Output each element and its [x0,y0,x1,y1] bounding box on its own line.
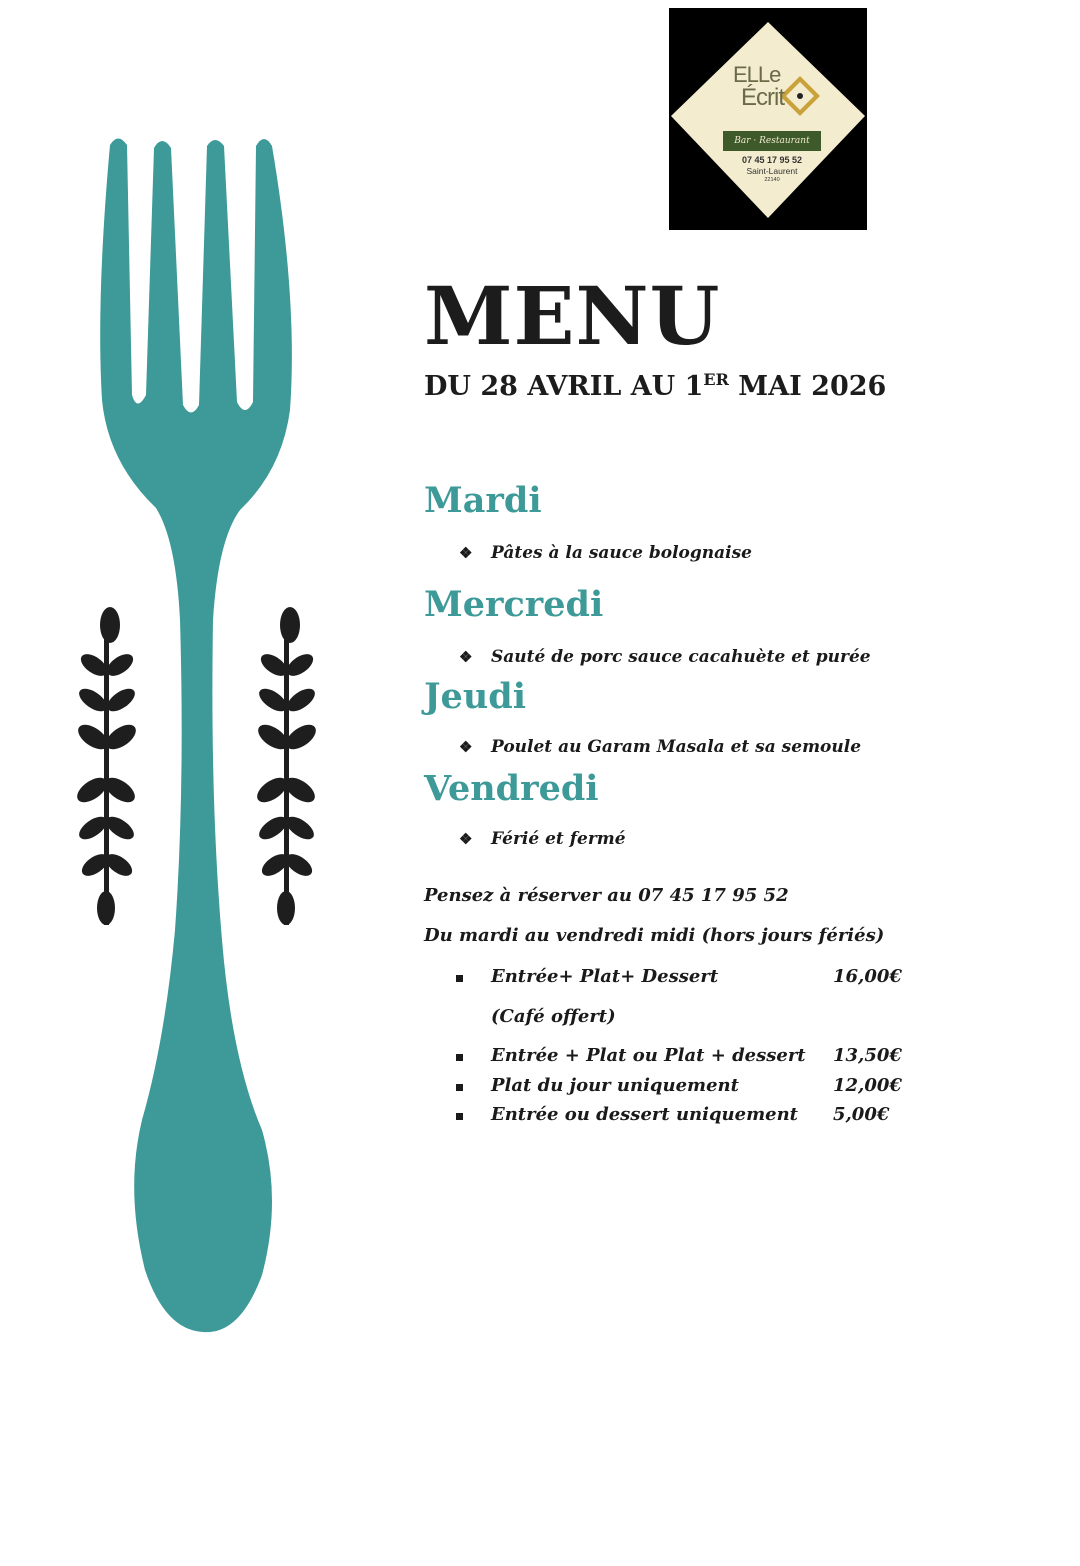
coffee-note: (Café offert) [491,1006,616,1027]
logo-band: Bar · Restaurant [723,131,821,151]
logo-city: Saint-Laurent [746,166,798,176]
restaurant-logo [669,8,867,230]
dish-mardi [459,543,752,563]
price-label: Entrée ou dessert uniquement [491,1104,798,1125]
menu-title: MENU [424,269,721,363]
menu-dates [424,370,886,402]
price-value: 12,00€ [833,1075,902,1096]
price-value: 13,50€ [833,1045,902,1066]
logo-diamond [669,8,867,230]
price-row [456,1075,916,1103]
price-label: Entrée+ Plat+ Dessert [491,966,719,987]
dish-vendredi [459,829,626,849]
diamond-bullet-icon: ❖ [459,648,473,666]
dish-text: Poulet au Garam Masala et sa semoule [491,737,862,757]
logo-name-line1: ELLe [733,62,781,87]
service-period: Du mardi au vendredi midi (hors jours fériés) [424,925,885,946]
logo-zip: 22140 [764,177,780,183]
square-bullet-icon [456,975,463,982]
leaf-sprig-right [253,607,320,925]
square-bullet-icon [456,1084,463,1091]
price-label: Entrée + Plat ou Plat + dessert [491,1045,806,1066]
reservation-note: Pensez à réserver au 07 45 17 95 52 [424,885,789,906]
logo-name-line2: Écrit [741,84,784,111]
logo-phone: 07 45 17 95 52 [741,155,803,165]
dish-mercredi [459,647,871,667]
day-heading-mardi: Mardi [424,480,542,521]
dish-text: Férié et fermé [491,829,626,849]
price-value: 16,00€ [833,966,902,987]
dates-suffix: MAI 2026 [728,371,887,402]
diamond-bullet-icon: ❖ [459,830,473,848]
dish-text: Sauté de porc sauce cacahuète et purée [491,647,871,667]
day-heading-jeudi: Jeudi [424,676,527,717]
price-row [456,1045,916,1073]
day-heading-vendredi: Vendredi [424,768,599,809]
leaf-sprig-left [73,607,140,925]
price-label: Plat du jour uniquement [491,1075,739,1096]
square-bullet-icon [456,1054,463,1061]
price-row [456,1104,916,1132]
dish-jeudi [459,737,861,757]
dish-text: Pâtes à la sauce bolognaise [491,543,752,563]
dates-superscript: ER [703,370,729,389]
diamond-bullet-icon: ❖ [459,738,473,756]
diamond-bullet-icon: ❖ [459,544,473,562]
price-row [456,966,916,994]
price-value: 5,00€ [833,1104,890,1125]
square-bullet-icon [456,1113,463,1120]
dates-prefix: DU 28 AVRIL AU 1 [424,371,704,402]
day-heading-mercredi: Mercredi [424,584,604,625]
